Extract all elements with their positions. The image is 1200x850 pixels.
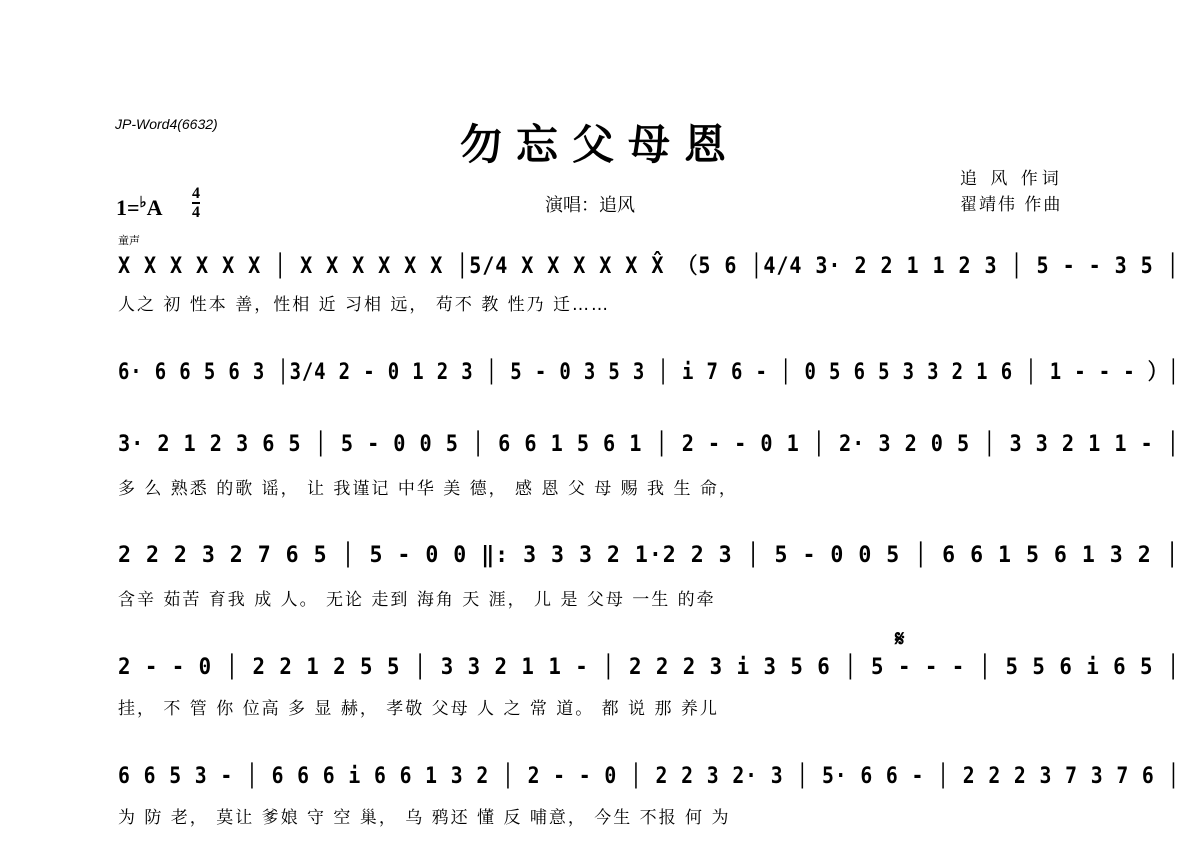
voice-label: 童声 <box>118 234 140 247</box>
performer: 演唱：追风 <box>545 195 635 216</box>
lyrics-line-1: 人之 初 性本 善，性相 近 习相 远， 苟不 教 性乃 迁…… <box>118 295 611 315</box>
song-title: 勿忘父母恩 <box>459 120 740 169</box>
lyricist: 追 风 作词 <box>960 169 1063 189</box>
time-top: 4 <box>192 185 200 202</box>
notation-line-6: 6 6 5 3 - │ 6 6 6 i 6 6 1 3 2 │ 2 - - 0 │ 2 2 3 2· 3 │ 5· 6 6 - │ 2 2 2 3 7 3 7 6 │ <box>118 764 1181 789</box>
lyrics-line-5: 挂， 不 管 你 位高 多 显 赫， 孝敬 父母 人 之 常 道。 都 说 那 养儿 <box>118 699 719 719</box>
lyrics-line-3: 多 么 熟悉 的歌 谣， 让 我谨记 中华 美 德， 感 恩 父 母 赐 我 生 命， <box>118 479 738 499</box>
notation-line-2: 6· 6 6 5 6 3 │3/4 2 - 0 1 2 3 │ 5 - 0 3 5 3 │ i 7 6 - │ 0 5 6 5 3 3 2 1 6 │ 1 - - - ）│ <box>118 360 1180 385</box>
composer: 翟靖伟 作曲 <box>960 195 1063 215</box>
key-label: 1= <box>116 195 140 220</box>
key-signature <box>116 185 200 221</box>
segno-icon: 𝄋 <box>895 626 905 652</box>
lyrics-line-6: 为 防 老， 莫让 爹娘 守 空 巢， 乌 鸦还 懂 反 哺意， 今生 不报 何 为 <box>118 808 731 828</box>
lyrics-line-4: 含辛 茹苦 育我 成 人。 无论 走到 海角 天 涯， 儿 是 父母 一生 的牵 <box>118 590 716 610</box>
key-note: A <box>146 195 163 220</box>
software-label: JP-Word4(6632) <box>115 116 218 132</box>
notation-line-5: 2 - - 0 │ 2 2 1 2 5 5 │ 3 3 2 1 1 - │ 2 2 2 3 i 3 5 6 │ 5 - - - │ 5 5 6 i 6 5 │ <box>118 655 1181 680</box>
notation-line-4: 2 2 2 3 2 7 6 5 │ 5 - 0 0 ‖: 3 3 3 2 1·2 2 3 │ 5 - 0 0 5 │ 6 6 1 5 6 1 3 2 │ <box>118 543 1180 568</box>
notation-line-3: 3· 2 1 2 3 6 5 │ 5 - 0 0 5 │ 6 6 1 5 6 1 │ 2 - - 0 1 │ 2· 3 2 0 5 │ 3 3 2 1 1 - │ <box>118 432 1180 457</box>
time-bottom: 4 <box>192 204 200 221</box>
notation-line-1: X X X X X X │ X X X X X X │5/4 X X X X X X̂ （5 6 │4/4 3· 2 2 1 1 2 3 │ 5 - - 3 5 │ <box>118 254 1180 279</box>
flat-icon: ♭ <box>139 195 147 211</box>
time-signature <box>192 185 200 221</box>
